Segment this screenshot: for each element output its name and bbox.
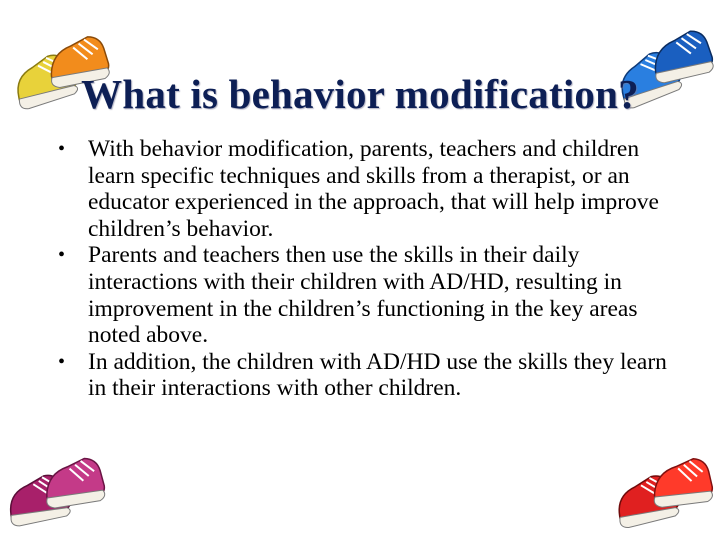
bullet-symbol: • (58, 244, 66, 267)
bullet-text: Parents and teachers then use the skills in their daily interactions with their children with AD/HD, resulting in improvement in the children’s functioning in the key areas noted above. (88, 242, 638, 349)
bullet-symbol: • (58, 350, 66, 373)
sneakers-icon (608, 446, 718, 536)
bullet-text: With behavior modification, parents, teachers and children learn specific techniques and skills from a therapist, or an educator experienced in the approach, that will help improve children’s behavior. (88, 136, 659, 242)
bullet-item (58, 136, 678, 242)
bullet-text: In addition, the children with AD/HD use the skills they learn in their interactions with other children. (88, 348, 667, 402)
bullet-list (58, 136, 678, 402)
bullet-item (58, 242, 678, 348)
bullet-symbol: • (58, 138, 66, 160)
sneakers-icon (0, 446, 110, 536)
bullet-item (58, 349, 678, 402)
slide-title: What is behavior modification? (81, 71, 639, 117)
